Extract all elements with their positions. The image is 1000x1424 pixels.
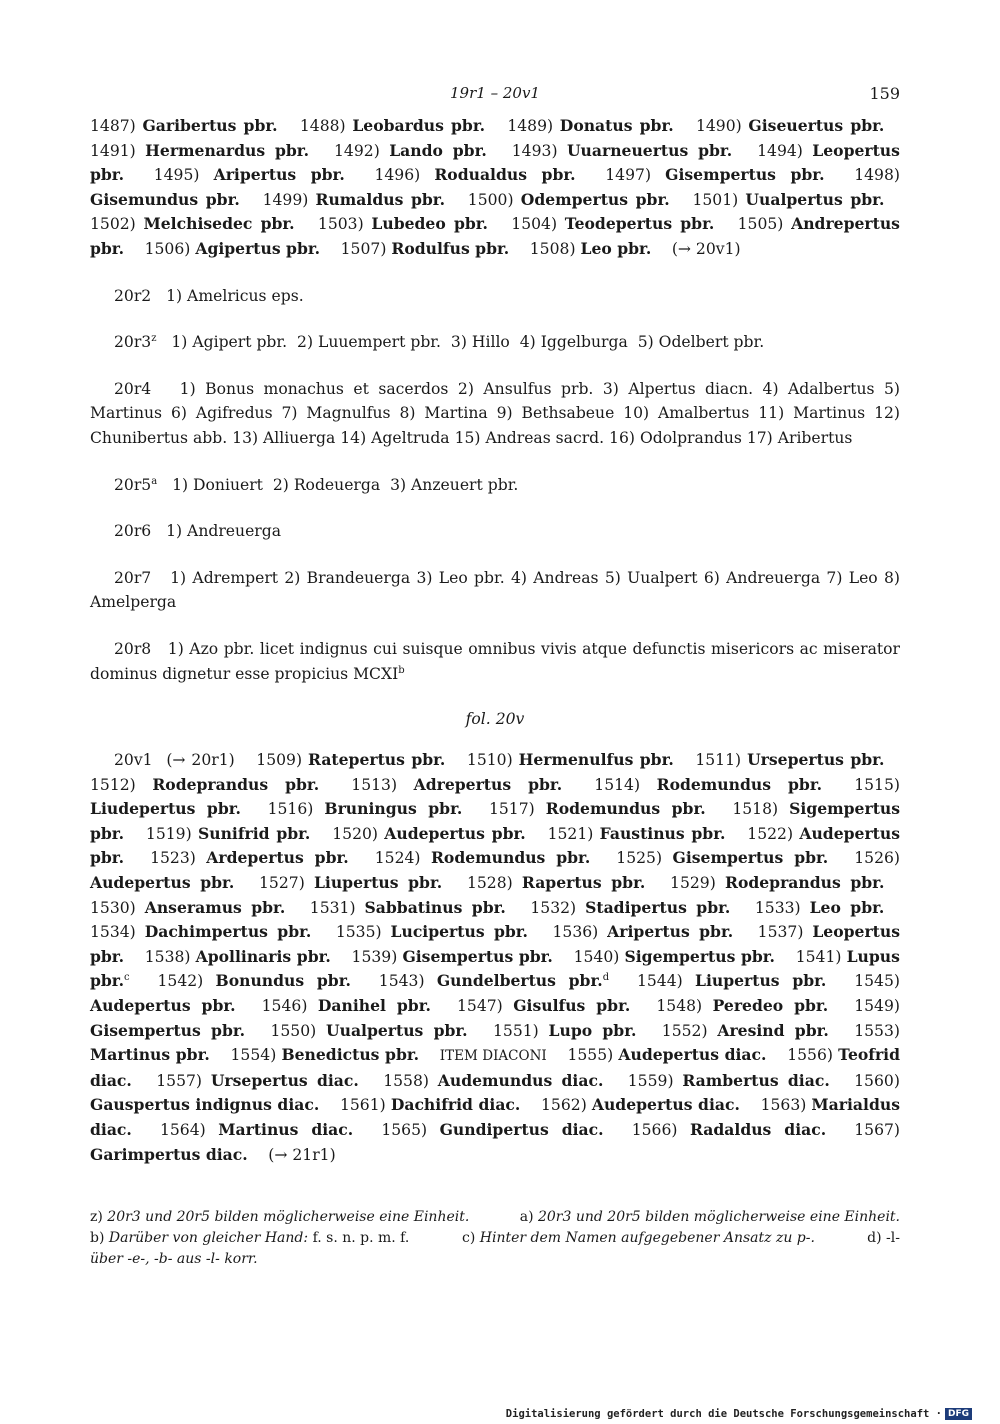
entry-number: 1520): [332, 824, 379, 843]
footnote-z: [90, 1207, 469, 1228]
list-entry: [340, 1096, 520, 1114]
entry-number: 1565): [381, 1121, 428, 1139]
entry-name: Lucipertus pbr.: [390, 922, 528, 942]
list-entry: [567, 1046, 766, 1064]
footnote-row: [90, 1249, 900, 1270]
entry-name: Dachimpertus pbr.: [144, 922, 312, 942]
entry-name: Uuarneuertus pbr.: [566, 140, 733, 160]
entry-text: 1) Andreuerga: [166, 522, 282, 541]
entry-name: Lando pbr.: [389, 140, 487, 160]
entry-number: 1542): [157, 972, 204, 991]
list-entry: [90, 215, 295, 233]
list-entry: [231, 1046, 420, 1064]
entry-number: 1496): [374, 166, 421, 185]
footnote-d-continuation: über -e-, -b- aus -l- korr.: [90, 1251, 258, 1268]
entry-name: Ardepertus pbr.: [206, 848, 349, 868]
entry-name: Garimpertus diac.: [90, 1144, 248, 1164]
entry-name: Lupus pbr.: [90, 946, 900, 991]
entry-number: 1507): [340, 239, 387, 258]
entry-number: 1510): [466, 751, 513, 770]
entry-name: Rodemundus pbr.: [545, 799, 706, 819]
entry-name: Rumaldus pbr.: [315, 189, 446, 209]
entry-name: Audepertus pbr.: [90, 996, 236, 1016]
entry-number: 1509): [256, 751, 303, 770]
entry-name: Ursepertus diac.: [210, 1070, 359, 1090]
entry-number: 1529): [670, 874, 716, 893]
list-entry: [90, 899, 285, 917]
entry-number: 1560): [854, 1071, 900, 1090]
entry-number: 1511): [695, 751, 742, 770]
page: [90, 84, 900, 1270]
entry-name: Liupertus pbr.: [695, 971, 827, 991]
entry-name: Audepertus diac.: [618, 1045, 767, 1065]
entry-name: Peredeo pbr.: [712, 996, 829, 1016]
entry-number: 1517): [488, 800, 535, 819]
entry-number: 1506): [144, 239, 191, 258]
footnote-d: [867, 1228, 900, 1249]
list-entry: [375, 849, 591, 867]
footnote-marker: d: [602, 972, 610, 984]
entry-name: Gisempertus pbr.: [90, 1020, 246, 1040]
list-entry: [374, 166, 575, 184]
list-entry: [662, 1022, 829, 1040]
list-entry: [530, 899, 730, 917]
entry-name: Uualpertus pbr.: [745, 189, 885, 209]
entry-number: 1499): [262, 190, 309, 209]
list-entry: [530, 240, 652, 258]
entry-name: Sunifrid pbr.: [197, 823, 311, 843]
entry-name: Rodemundus pbr.: [430, 848, 591, 868]
entry-number: 1487): [90, 117, 136, 135]
entry-number: 1553): [854, 1021, 900, 1040]
entry-number: 1505): [737, 215, 784, 234]
entry-number: 1547): [456, 997, 503, 1016]
list-entry: [541, 1096, 740, 1114]
entry-number: 1503): [317, 215, 364, 234]
entry-name: Adrepertus pbr.: [413, 774, 563, 794]
entry-number: 1552): [661, 1021, 708, 1040]
entry-name: Liupertus pbr.: [313, 873, 443, 893]
entry-name: Donatus pbr.: [559, 116, 674, 135]
entry-name: Aresind pbr.: [717, 1020, 829, 1040]
entry-name: Gisempertus pbr.: [672, 848, 829, 868]
entry-name: Uualpertus pbr.: [326, 1020, 468, 1040]
list-entry: [145, 240, 320, 258]
entry-name: Gauspertus indignus diac.: [90, 1095, 320, 1115]
list-entry: [256, 751, 445, 769]
list-entry: [90, 117, 278, 135]
list-entry: [160, 1121, 353, 1139]
entry-name: Aripertus pbr.: [213, 165, 345, 185]
footnote-text: Hinter dem Namen aufgegebener Ansatz zu p-.: [479, 1230, 815, 1247]
entry-number: 1549): [854, 997, 900, 1016]
entry-name: Aripertus pbr.: [607, 922, 734, 942]
footnote-text: -l-: [886, 1230, 900, 1247]
entry-number: 1540): [573, 947, 620, 966]
entry-label: 20r6: [114, 522, 152, 541]
list-entry: [341, 240, 510, 258]
entry-name: Hermenardus pbr.: [145, 140, 310, 160]
entry-name: Benedictus pbr.: [281, 1045, 420, 1065]
entry-number: 1524): [374, 849, 421, 868]
entry-name: Martinus pbr.: [90, 1045, 210, 1065]
list-entry: [489, 800, 706, 818]
list-entry: [268, 800, 463, 818]
entry-name: Melchisedec pbr.: [143, 214, 295, 234]
footnote-text: 20r3 und 20r5 bilden möglicherweise eine Einheit.: [107, 1209, 470, 1226]
entry-number: 1546): [261, 997, 308, 1016]
entry-number: 1518): [732, 800, 779, 819]
entry-name: Radaldus diac.: [689, 1120, 827, 1139]
entry-name: Rapertus pbr.: [521, 873, 646, 893]
entry-name: Lupo pbr.: [548, 1020, 637, 1040]
entry-number: 1515): [854, 775, 900, 794]
page-header: [90, 84, 900, 114]
entry-number: 1551): [492, 1021, 539, 1040]
entry-number: 1561): [339, 1096, 386, 1115]
list-entry: [351, 776, 562, 794]
entry-number: 1493): [511, 141, 558, 160]
entry-name: Audemundus diac.: [437, 1070, 604, 1090]
list-entry: [467, 874, 645, 892]
entry-name: Hermenulfus pbr.: [518, 750, 674, 770]
footnotes: [90, 1207, 900, 1270]
entry-name: Rodemundus pbr.: [656, 774, 823, 794]
section-label: ITEM DIACONI: [439, 1048, 547, 1065]
entry-number: 1492): [334, 141, 380, 160]
list-entry: [352, 948, 553, 966]
entry-name: Sabbatinus pbr.: [364, 897, 506, 917]
entry-number: 1497): [605, 166, 652, 185]
entry-label: 20v1: [114, 751, 153, 770]
entry-name: Faustinus pbr.: [599, 823, 726, 843]
entry-number: 1535): [335, 923, 382, 942]
entry-name: Audepertus pbr.: [90, 873, 235, 893]
footnote-marker: z: [151, 332, 157, 344]
entry-name: Liudepertus pbr.: [90, 799, 241, 819]
entry-name: Bonundus pbr.: [215, 971, 351, 991]
list-entry: [156, 1072, 359, 1090]
list-entry: [336, 923, 528, 941]
list-entry: [511, 215, 714, 233]
entry-number: 1555): [567, 1046, 614, 1065]
list-entry: [696, 117, 884, 135]
footnote-marker: b: [398, 664, 405, 676]
entry-number: 1490): [695, 117, 742, 135]
folio-heading: fol. 20v: [465, 710, 525, 729]
entry-name: Teodepertus pbr.: [564, 214, 715, 234]
entry-number: 1536): [552, 923, 599, 942]
entry-number: 1531): [309, 898, 356, 917]
entry-number: 1491): [90, 141, 136, 160]
entry-number: 1545): [854, 972, 900, 991]
entry-name: Audepertus pbr.: [384, 823, 526, 843]
entry-label: 20r3: [114, 333, 152, 352]
list-entry: [457, 997, 630, 1015]
entry-number: 1525): [616, 849, 663, 868]
footnote-mark: c): [462, 1230, 476, 1247]
entry-name: Teofrid diac.: [90, 1045, 901, 1090]
list-entry: [383, 1072, 603, 1090]
list-entry: [310, 899, 506, 917]
entry-number: 1516): [267, 800, 314, 819]
cross-reference: (→ 21r1): [268, 1145, 336, 1164]
list-entry: [574, 948, 775, 966]
list-entry: [755, 899, 884, 917]
entry-name: Leopertus pbr.: [90, 140, 900, 185]
entry-number: 1541): [795, 947, 842, 966]
entry-number: 1523): [150, 849, 196, 868]
footer-text: Digitalisierung gefördert durch die Deutsche Forschungsgemeinschaft ·: [505, 1408, 942, 1420]
entry-name: Audepertus diac.: [591, 1095, 740, 1115]
footnote-mark: b): [90, 1230, 105, 1247]
entry-name: Leo pbr.: [580, 238, 652, 258]
list-entry: [259, 874, 442, 892]
entry-name: Rambertus diac.: [682, 1070, 830, 1090]
list-entry: [467, 751, 674, 769]
footnote-mark: z): [90, 1209, 103, 1226]
entry-name: Sigempertus pbr.: [624, 946, 775, 966]
list-entry: [334, 142, 487, 160]
entry-name: Gisemundus pbr.: [90, 189, 240, 209]
footnote-text: 20r3 und 20r5 bilden möglicherweise eine Einheit.: [537, 1209, 900, 1226]
entry-name: Leo pbr.: [809, 897, 885, 917]
list-entry: [146, 825, 310, 843]
entry-20r6: [90, 519, 900, 544]
entry-number: 1548): [656, 997, 703, 1016]
entry-number: 1514): [594, 775, 641, 794]
footnote-text: f. s. n. p. m. f.: [312, 1230, 410, 1247]
footnote-row: [90, 1207, 900, 1228]
footnote-mark: d): [867, 1230, 882, 1247]
list-entry: [379, 972, 609, 990]
list-entry: [332, 825, 525, 843]
entry-label: 20r5: [114, 475, 152, 494]
footnote-row: [90, 1228, 900, 1249]
list-entry: [154, 166, 345, 184]
name-list-19r1: [90, 114, 900, 262]
entry-20r3: [90, 330, 900, 355]
entry-text: 1) Bonus monachus et sacerdos 2) Ansulfus prb. 3) Alpertus diacn. 4) Adalbertus 5) Martinus 6) Agifredus 7) Magnulfus 8) Martina 9) Bethsabeue 10) Amalbertus 11) Martinus 12) Chunibertus abb. 13) Alliuerga 14) Ageltruda 15) Andreas sacrd. 16) Odolprandus 17) Aribertus: [90, 379, 900, 447]
entry-number: 1539): [351, 947, 398, 966]
entry-label: 20r2: [114, 286, 152, 305]
entry-number: 1489): [507, 117, 554, 135]
entry-number: 1563): [760, 1096, 807, 1115]
entry-20r7: [90, 566, 900, 615]
entry-number: 1544): [636, 972, 683, 991]
list-entry: [670, 874, 884, 892]
digitization-footer: [506, 1408, 972, 1420]
entry-name: Apollinaris pbr.: [195, 946, 331, 966]
entry-name: Gisempertus pbr.: [402, 946, 553, 966]
entry-number: 1528): [466, 874, 513, 893]
entry-text: 1) Azo pbr. licet indignus cui suisque omnibus vivis atque defunctis misericors ac miserator dominus dignetur esse propicius MCXI: [90, 639, 900, 683]
entry-name: Giseuertus pbr.: [748, 116, 885, 135]
entry-name: Ursepertus pbr.: [747, 750, 885, 770]
entry-number: 1522): [747, 824, 794, 843]
entry-number: 1501): [692, 190, 739, 209]
entry-name: Rodulfus pbr.: [391, 238, 510, 258]
list-entry: [90, 776, 319, 794]
entry-number: 1500): [467, 190, 514, 209]
name-list-20v1: [90, 748, 900, 1167]
list-entry: [150, 849, 349, 867]
list-entry: [493, 1022, 636, 1040]
page-number: 159: [869, 84, 900, 103]
list-entry: [632, 1121, 826, 1139]
list-entry: [628, 1072, 830, 1090]
entry-text: 1) Agipert pbr. 2) Luuempert pbr. 3) Hillo 4) Iggelburga 5) Odelbert pbr.: [171, 333, 765, 352]
entry-name: Rodualdus pbr.: [434, 165, 576, 185]
entry-name: Martinus diac.: [218, 1120, 354, 1139]
list-entry: [318, 215, 488, 233]
entry-name: Marialdus diac.: [90, 1095, 900, 1139]
entry-number: 1513): [351, 775, 398, 794]
list-entry: [656, 997, 828, 1015]
entry-20r8: [90, 637, 900, 686]
list-entry: [381, 1121, 603, 1139]
footnote-c: [462, 1228, 815, 1249]
entry-number: 1567): [854, 1121, 901, 1139]
entry-number: 1498): [854, 166, 900, 185]
entry-name: Ratepertus pbr.: [308, 750, 446, 770]
entry-label: 20r7: [114, 568, 152, 587]
entry-number: 1488): [299, 117, 346, 135]
footnote-mark: a): [519, 1209, 534, 1226]
list-entry: [605, 166, 824, 184]
entry-number: 1558): [383, 1071, 429, 1090]
entry-label: 20r4: [114, 379, 152, 398]
entry-number: 1533): [754, 898, 801, 917]
entry-number: 1562): [541, 1096, 587, 1115]
entry-number: 1550): [270, 1021, 317, 1040]
entry-number: 1504): [511, 215, 558, 234]
entry-number: 1566): [631, 1121, 678, 1139]
list-entry: [300, 117, 485, 135]
list-entry: [145, 948, 331, 966]
entry-number: 1512): [90, 775, 136, 794]
entry-name: Gundelbertus pbr.: [436, 971, 603, 991]
entry-name: Dachifrid diac.: [390, 1095, 521, 1115]
entry-name: Leopertus pbr.: [90, 922, 900, 966]
entry-number: 1556): [787, 1046, 833, 1065]
entry-name: Danihel pbr.: [317, 996, 431, 1016]
entry-number: 1527): [259, 874, 305, 893]
footnote-marker: a: [151, 475, 158, 487]
list-entry: [637, 972, 826, 990]
list-entry: [262, 997, 431, 1015]
cross-reference: (→ 20r1): [166, 751, 235, 770]
entry-name: Lubedeo pbr.: [371, 214, 488, 234]
entry-text: 1) Adrempert 2) Brandeuerga 3) Leo pbr. 4) Andreas 5) Uualpert 6) Andreuerga 7) Leo 8) Amelperga: [90, 568, 900, 612]
list-entry: [468, 191, 670, 209]
entry-name: Audepertus pbr.: [90, 823, 900, 868]
footnote-pretext: Darüber von gleicher Hand:: [108, 1230, 309, 1247]
footnote-a: [520, 1207, 900, 1228]
entry-number: 1530): [90, 898, 136, 917]
list-entry: [512, 142, 732, 160]
entry-name: Gundipertus diac.: [439, 1120, 604, 1139]
list-entry: [507, 117, 673, 135]
list-entry: [158, 972, 351, 990]
entry-number: 1559): [627, 1071, 674, 1090]
entry-name: Andrepertus pbr.: [90, 214, 900, 258]
entry-number: 1554): [230, 1046, 277, 1065]
entry-name: Rodeprandus pbr.: [152, 774, 320, 794]
footnote-marker: c: [124, 972, 130, 984]
entry-number: 1526): [854, 849, 901, 868]
entry-label: 20r8: [114, 639, 152, 658]
entry-number: 1537): [757, 923, 804, 942]
entry-name: Agipertus pbr.: [195, 238, 321, 258]
list-entry: [548, 825, 726, 843]
list-entry: [692, 191, 884, 209]
entry-text: 1) Amelricus eps.: [166, 286, 304, 305]
list-entry: [616, 849, 828, 867]
cross-reference: (→ 20v1): [671, 239, 741, 258]
list-entry: [90, 142, 309, 160]
entry-number: 1519): [145, 824, 192, 843]
entry-text: 1) Doniuert 2) Rodeuerga 3) Anzeuert pbr.: [172, 475, 519, 494]
entry-20r2: [90, 284, 900, 309]
entry-number: 1557): [156, 1071, 203, 1090]
entry-name: Sigempertus pbr.: [90, 799, 901, 843]
list-entry: [440, 1046, 547, 1064]
entry-number: 1494): [757, 141, 803, 160]
running-title: 19r1 – 20v1: [450, 84, 540, 102]
entry-number: 1564): [159, 1121, 206, 1139]
list-entry: [594, 776, 822, 794]
entry-number: 1495): [153, 166, 200, 185]
entry-name: Odempertus pbr.: [520, 189, 670, 209]
footnote-b: [90, 1228, 409, 1249]
entry-number: 1534): [90, 923, 136, 942]
dfg-logo: DFG: [945, 1408, 972, 1420]
list-entry: [552, 923, 733, 941]
entry-name: Stadipertus pbr.: [585, 897, 731, 917]
list-entry: [270, 1022, 467, 1040]
entry-name: Rodeprandus pbr.: [724, 873, 885, 893]
list-entry: [90, 923, 311, 941]
entry-name: Garibertus pbr.: [142, 116, 278, 135]
entry-number: 1538): [144, 947, 191, 966]
list-entry: [695, 751, 884, 769]
entry-20r4: [90, 377, 900, 451]
entry-number: 1508): [529, 239, 576, 258]
entry-name: Gisempertus pbr.: [665, 165, 825, 185]
entry-number: 1502): [90, 215, 136, 234]
entry-name: Bruningus pbr.: [324, 799, 463, 819]
entry-number: 1521): [547, 824, 594, 843]
entry-20r5: [90, 473, 900, 498]
entry-name: Gisulfus pbr.: [513, 996, 631, 1016]
entry-number: 1543): [378, 972, 425, 991]
entry-name: Anseramus pbr.: [144, 897, 286, 917]
entry-name: Leobardus pbr.: [352, 116, 486, 135]
entry-number: 1532): [530, 898, 577, 917]
list-entry: [263, 191, 445, 209]
